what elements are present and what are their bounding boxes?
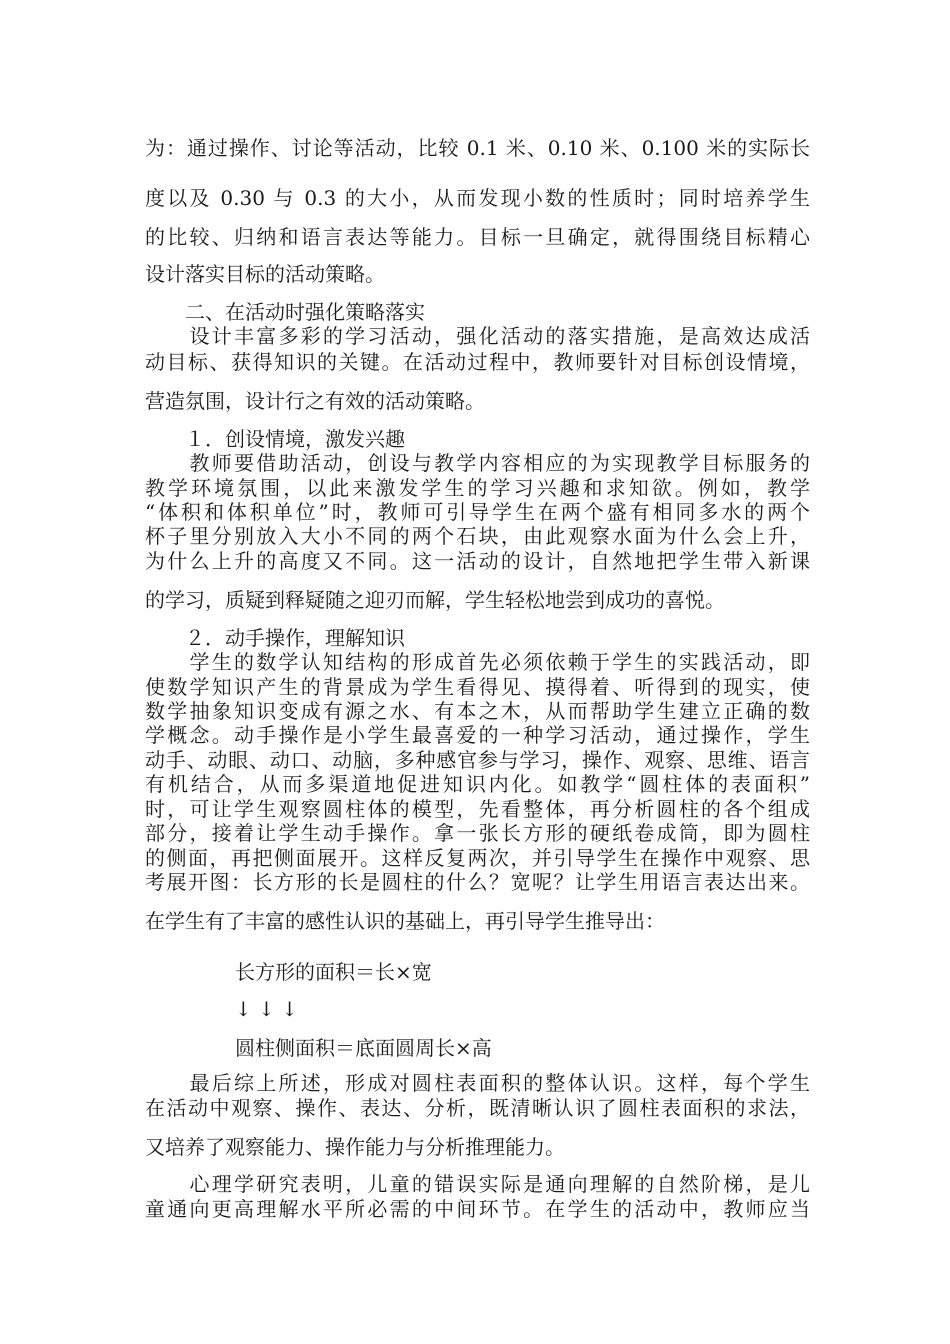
text-line: 营造氛围，设计行之有效的活动策略。 [145, 389, 485, 413]
text-line: 学概念。动手操作是小学生最喜爱的一种学习活动，通过操作，学生 [145, 723, 810, 747]
text-line: 的侧面，再把侧面展开。这样反复两次，并引导学生在操作中观察、思 [145, 846, 810, 870]
text-line: 设计丰富多彩的学习活动，强化活动的落实措施，是高效达成活 [145, 324, 810, 348]
subsection-heading: ２．动手操作，理解知识 [145, 626, 405, 650]
text-line: 最后综上所述，形成对圆柱表面积的整体认识。这样，每个学生 [145, 1071, 810, 1095]
text-line: 设计落实目标的活动策略。 [145, 262, 385, 286]
text-line: “体积和体积单位”时，教师可引导学生在两个盛有相同多水的两个 [145, 500, 810, 524]
text-line: 数学抽象知识变成有源之水、有本之木，从而帮助学生建立正确的数 [145, 699, 810, 723]
text-line: 的学习，质疑到释疑随之迎刃而解，学生轻松地尝到成功的喜悦。 [145, 588, 725, 612]
text-line: 动目标、获得知识的关键。在活动过程中，教师要针对目标创设情境， [145, 350, 810, 374]
text-line: 又培养了观察能力、操作能力与分析推理能力。 [145, 1135, 565, 1159]
text-line: 在活动中观察、操作、表达、分析，既清晰认识了圆柱表面积的求法， [145, 1096, 810, 1120]
text-line: 部分，接着让学生动手操作。拿一张长方形的硬纸卷成筒，即为圆柱 [145, 821, 810, 845]
text-line: 为什么上升的高度又不同。这一活动的设计，自然地把学生带入新课 [145, 549, 810, 573]
text-line: 教学环境氛围，以此来激发学生的学习兴趣和求知欲。例如，教学 [145, 476, 810, 500]
text-line: 杯子里分别放入大小不同的两个石块，由此观察水面为什么会上升， [145, 524, 810, 548]
text-line: 为：通过操作、讨论等活动，比较 0.1 米、0.10 米、0.100 米的实际长 [145, 136, 810, 160]
text-line: 学生的数学认知结构的形成首先必须依赖于学生的实践活动，即 [145, 650, 810, 674]
text-line: 的比较、归纳和语言表达等能力。目标一旦确定，就得围绕目标精心 [145, 225, 810, 249]
formula-arrows: ↓ ↓ ↓ [235, 997, 298, 1021]
text-line: 时，可让学生观察圆柱体的模型，先看整体，再分析圆柱的各个组成 [145, 797, 810, 821]
text-line: 考展开图：长方形的长是圆柱的什么？宽呢？让学生用语言表达出来。 [145, 870, 810, 894]
text-line: 教师要借助活动，创设与教学内容相应的为实现教学目标服务的 [145, 451, 810, 475]
text-line: 使数学知识产生的背景成为学生看得见、摸得着、听得到的现实，使 [145, 675, 810, 699]
text-line: 度以及 0.30 与 0.3 的大小，从而发现小数的性质时；同时培养学生 [145, 186, 810, 210]
formula-line: 圆柱侧面积＝底面圆周长×高 [235, 1036, 492, 1060]
text-line: 童通向更高理解水平所必需的中间环节。在学生的活动中，教师应当 [145, 1197, 810, 1221]
text-line: 在学生有了丰富的感性认识的基础上，再引导学生推导出： [145, 909, 665, 933]
text-line: 有机结合，从而多渠道地促进知识内化。如教学“圆柱体的表面积” [145, 772, 810, 796]
formula-line: 长方形的面积＝长×宽 [235, 960, 432, 984]
subsection-heading: １．创设情境，激发兴趣 [145, 427, 405, 451]
text-line: 动手、动眼、动口、动脑，多种感官参与学习，操作、观察、思维、语言 [145, 748, 810, 772]
section-heading: 二、在活动时强化策略落实 [145, 300, 425, 324]
text-line: 心理学研究表明，儿童的错误实际是通向理解的自然阶梯，是儿 [145, 1172, 810, 1196]
